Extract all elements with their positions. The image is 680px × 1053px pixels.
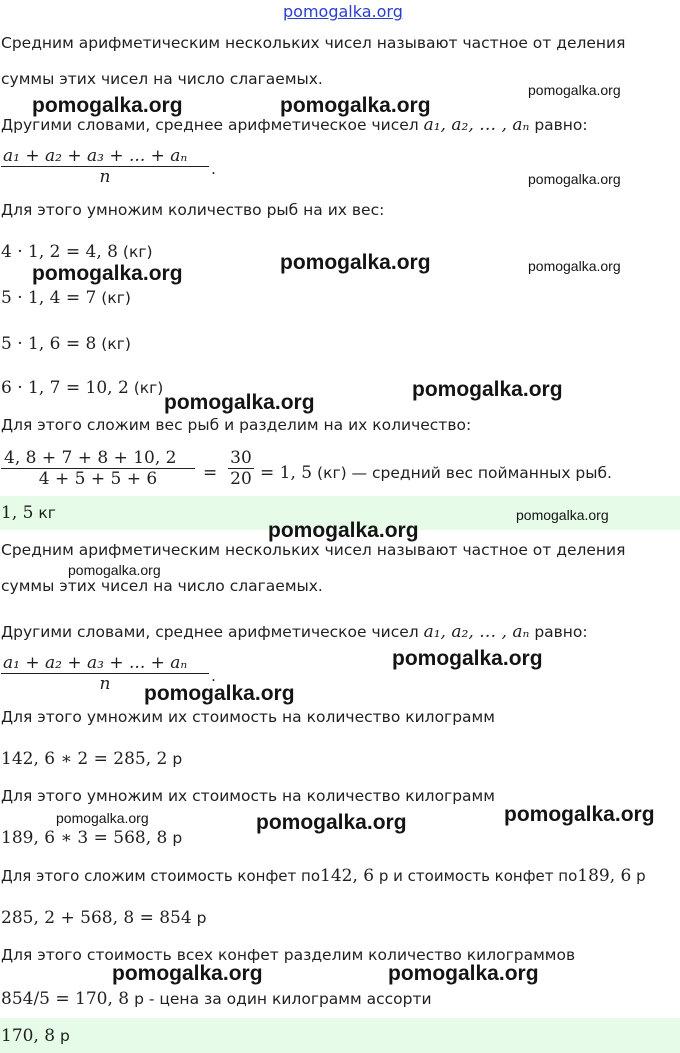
- watermark: pomogalka.org: [32, 94, 183, 117]
- watermark: pomogalka.org: [392, 647, 543, 670]
- calc-row: [1, 828, 182, 848]
- watermark: pomogalka.org: [280, 94, 431, 117]
- step-text: Для этого умножим их стоимость на количество килограмм: [1, 708, 495, 726]
- definition-line-2: суммы этих чисел на число слагаемых.: [1, 577, 323, 595]
- step-text-part: р и стоимость конфет по: [378, 867, 578, 885]
- equals-word: равно:: [534, 623, 588, 641]
- calc-expression: 285, 2 + 568, 8 = 854: [1, 908, 192, 928]
- step-text: [1, 866, 646, 886]
- calc-expression: 189, 6 ∗ 3 = 568, 8: [1, 828, 168, 848]
- watermark: pomogalka.org: [268, 519, 419, 542]
- watermark: pomogalka.org: [528, 171, 621, 187]
- other-words-text: Другими словами, среднее арифметическое чисел: [1, 116, 419, 134]
- calc-expression: 5 · 1, 6 = 8: [1, 334, 97, 354]
- calc-expression: 142, 6 ∗ 2 = 285, 2: [1, 749, 168, 769]
- calc-row: [1, 378, 163, 398]
- site-link[interactable]: pomogalka.org: [283, 2, 403, 21]
- result-line: [260, 463, 612, 483]
- answer-box: [0, 1018, 680, 1053]
- step-value: 189, 6: [577, 866, 632, 886]
- definition-line-1: Средним арифметическим нескольких чисел называют частное от деления: [1, 541, 626, 559]
- watermark: pomogalka.org: [56, 810, 149, 826]
- unit-label: р: [172, 829, 183, 847]
- ratio-fraction: [228, 448, 254, 489]
- unit-label: (кг): [101, 289, 131, 307]
- period: .: [211, 160, 216, 178]
- unit-label: р: [196, 909, 207, 927]
- watermark: pomogalka.org: [504, 803, 655, 826]
- calc-row: [1, 242, 153, 262]
- sum-fraction: [1, 448, 195, 489]
- watermark: pomogalka.org: [516, 507, 609, 523]
- answer-unit: кг: [38, 504, 56, 522]
- watermark: pomogalka.org: [412, 378, 563, 401]
- step-text-part: Для этого сложим стоимость конфет по: [1, 867, 321, 885]
- watermark: pomogalka.org: [164, 391, 315, 414]
- unit-label: р: [172, 750, 183, 768]
- calc-row: [1, 989, 432, 1009]
- equals-word: равно:: [534, 116, 588, 134]
- unit-label: (кг): [122, 243, 153, 261]
- sequence-formula: a₁, a₂, … , aₙ: [423, 622, 530, 642]
- step-text-part: р: [636, 867, 646, 885]
- step-text: Для этого сложим вес рыб и разделим на их количество:: [1, 416, 472, 434]
- mean-formula: [1, 146, 209, 187]
- calc-expression: 854/5 = 170, 8: [1, 989, 130, 1009]
- watermark: pomogalka.org: [528, 258, 621, 274]
- watermark: pomogalka.org: [112, 962, 263, 985]
- calc-expression: 6 · 1, 7 = 10, 2: [1, 378, 129, 398]
- mean-formula-denominator: n: [99, 167, 111, 187]
- period: .: [211, 667, 216, 685]
- answer-line: [1, 1026, 70, 1046]
- watermark: pomogalka.org: [144, 682, 295, 705]
- unit-label: (кг): [101, 335, 131, 353]
- definition-line-1: Средним арифметическим нескольких чисел называют частное от деления: [1, 34, 626, 52]
- answer-value: 1, 5: [1, 503, 34, 523]
- watermark: pomogalka.org: [256, 811, 407, 834]
- result-text: (кг) — средний вес пойманных рыб.: [317, 464, 612, 482]
- equals-sign: =: [203, 463, 218, 483]
- calc-row: [1, 288, 131, 308]
- calc-expression: 5 · 1, 4 = 7: [1, 288, 97, 308]
- watermark: pomogalka.org: [280, 251, 431, 274]
- watermark: pomogalka.org: [68, 562, 161, 578]
- mean-formula-denominator: n: [99, 674, 111, 694]
- calc-note: р - цена за один килограмм ассорти: [134, 990, 432, 1008]
- sequence-formula: a₁, a₂, … , aₙ: [423, 115, 530, 135]
- answer-unit: р: [60, 1027, 70, 1045]
- watermark: pomogalka.org: [388, 962, 539, 985]
- unit-label: (кг): [133, 379, 164, 397]
- sum-numerator: 4, 8 + 7 + 8 + 10, 2: [4, 448, 177, 468]
- other-words-text: Другими словами, среднее арифметическое чисел: [1, 623, 419, 641]
- answer-line: [1, 503, 56, 523]
- ratio-numerator: 30: [230, 448, 252, 468]
- step-text: Для этого стоимость всех конфет разделим количество килограммов: [1, 946, 576, 964]
- step-text: Для этого умножим количество рыб на их вес:: [1, 201, 385, 219]
- sum-denominator: 4 + 5 + 5 + 6: [38, 469, 158, 489]
- calc-row: [1, 334, 131, 354]
- watermark: pomogalka.org: [528, 82, 621, 98]
- other-words-line: [1, 115, 588, 135]
- watermark: pomogalka.org: [32, 262, 183, 285]
- ratio-denominator: 20: [230, 469, 252, 489]
- step-text: Для этого умножим их стоимость на количество килограмм: [1, 787, 495, 805]
- calc-row: [1, 908, 206, 928]
- step-value: 142, 6: [320, 866, 375, 886]
- definition-line-2: суммы этих чисел на число слагаемых.: [1, 70, 323, 88]
- mean-formula-numerator: a₁ + a₂ + a₃ + ... + aₙ: [3, 653, 188, 673]
- mean-formula-numerator: a₁ + a₂ + a₃ + ... + aₙ: [3, 146, 188, 166]
- result-value: = 1, 5: [260, 463, 313, 483]
- calc-row: [1, 749, 182, 769]
- other-words-line: [1, 622, 588, 642]
- calc-expression: 4 · 1, 2 = 4, 8: [1, 242, 118, 262]
- answer-value: 170, 8: [1, 1026, 56, 1046]
